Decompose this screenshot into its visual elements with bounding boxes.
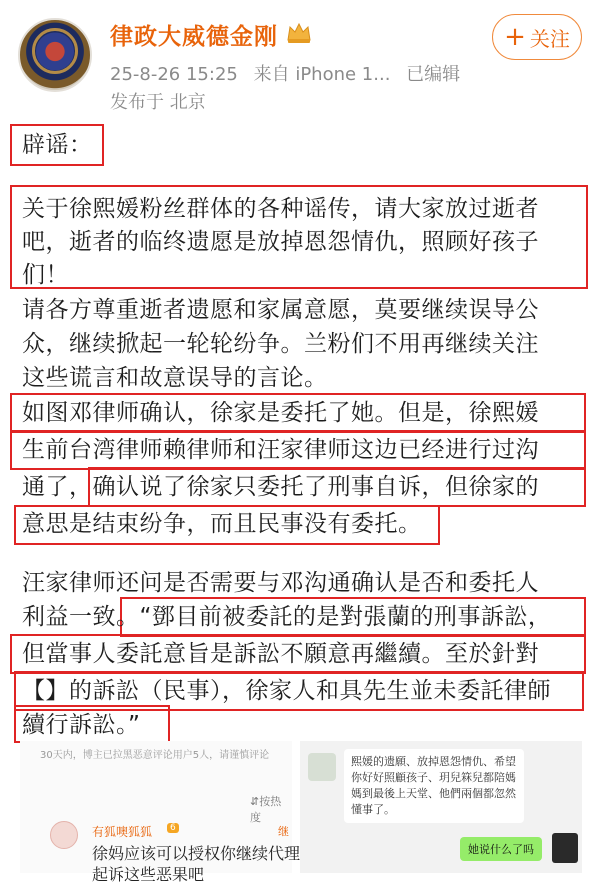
- sort-by-heat: [250, 793, 292, 825]
- commenter-name: 有狐噢狐狐: [92, 825, 153, 839]
- sort-label: 按热度: [250, 795, 282, 824]
- post-line: 们！: [22, 262, 69, 288]
- chat-contact-avatar: [308, 753, 336, 781]
- chat-incoming-message: 熙媛的遗願、放掉恩怨情仇、希望你好好照顧孩子、玥兒箖兒都陪媽媽到最後上天堂、他們兩個都忽然懂事了。: [344, 749, 524, 823]
- chat-screenshot[interactable]: [300, 741, 582, 873]
- attached-images: [0, 735, 600, 884]
- post-line: 这些谎言和故意误导的言论。: [22, 365, 328, 391]
- comment-screenshot[interactable]: [20, 741, 301, 884]
- chat-self-avatar: [552, 833, 578, 863]
- commenter-follow: 继: [278, 825, 289, 838]
- commenter-badge: 6: [167, 823, 179, 833]
- post-location: 发布于 北京: [110, 92, 206, 113]
- post-meta: [110, 60, 470, 86]
- post-line: 辟谣：: [22, 132, 93, 158]
- sort-icon: ⇵: [250, 795, 260, 808]
- plus-icon: +: [504, 22, 526, 52]
- post-line: 汪家律师还问是否需要与邓沟通确认是否和委托人: [22, 570, 539, 596]
- follow-button[interactable]: [492, 14, 582, 60]
- chat-outgoing-message: 她说什么了吗: [460, 837, 542, 861]
- post-line: 吧，逝者的临终遗愿是放掉恩怨情仇，照顾好孩子: [22, 229, 539, 255]
- comment-notice: 30天内，博主已拉黑恶意评论用户5人，请谨慎评论: [40, 750, 270, 761]
- post-line: 但當事人委託意旨是訴訟不願意再繼續。至於針對: [22, 641, 539, 667]
- post-line: 通了，确认说了徐家只委托了刑事自诉，但徐家的: [22, 474, 539, 500]
- post-line: 如图邓律师确认，徐家是委托了她。但是，徐熙媛: [22, 400, 539, 426]
- follow-label: 关注: [529, 26, 570, 51]
- post-line: 利益一致。“鄧目前被委託的是對張蘭的刑事訴訟，: [22, 604, 552, 630]
- post-line: 生前台湾律师赖律师和汪家律师这边已经进行过沟: [22, 437, 539, 463]
- avatar[interactable]: [18, 18, 92, 92]
- post-source: 来自 iPhone 1...: [253, 64, 391, 85]
- post-line: 【】的訴訟（民事），徐家人和具先生並未委託律師: [22, 678, 551, 704]
- comment-text: 徐妈应该可以授权你继续代理起诉这些恶果吧: [92, 844, 301, 884]
- post-header: [0, 0, 600, 115]
- edited-label[interactable]: 已编辑: [406, 64, 461, 85]
- post-line: 关于徐熙媛粉丝群体的各种谣传，请大家放过逝者: [22, 196, 539, 222]
- post-date: 25-8-26 15:25: [110, 64, 238, 85]
- post-line: 请各方尊重逝者遗愿和家属意愿，莫要继续误导公: [22, 297, 539, 323]
- post-line: 众，继续掀起一轮轮纷争。兰粉们不用再继续关注: [22, 331, 539, 357]
- avatar-halo: [32, 28, 78, 74]
- crown-badge-icon: [286, 20, 312, 44]
- commenter-avatar: [50, 821, 78, 849]
- post-line: 意思是结束纷争，而且民事没有委托。: [22, 511, 422, 537]
- post-line: 續行訴訟。”: [22, 712, 141, 738]
- username[interactable]: 律政大威德金刚: [110, 24, 278, 50]
